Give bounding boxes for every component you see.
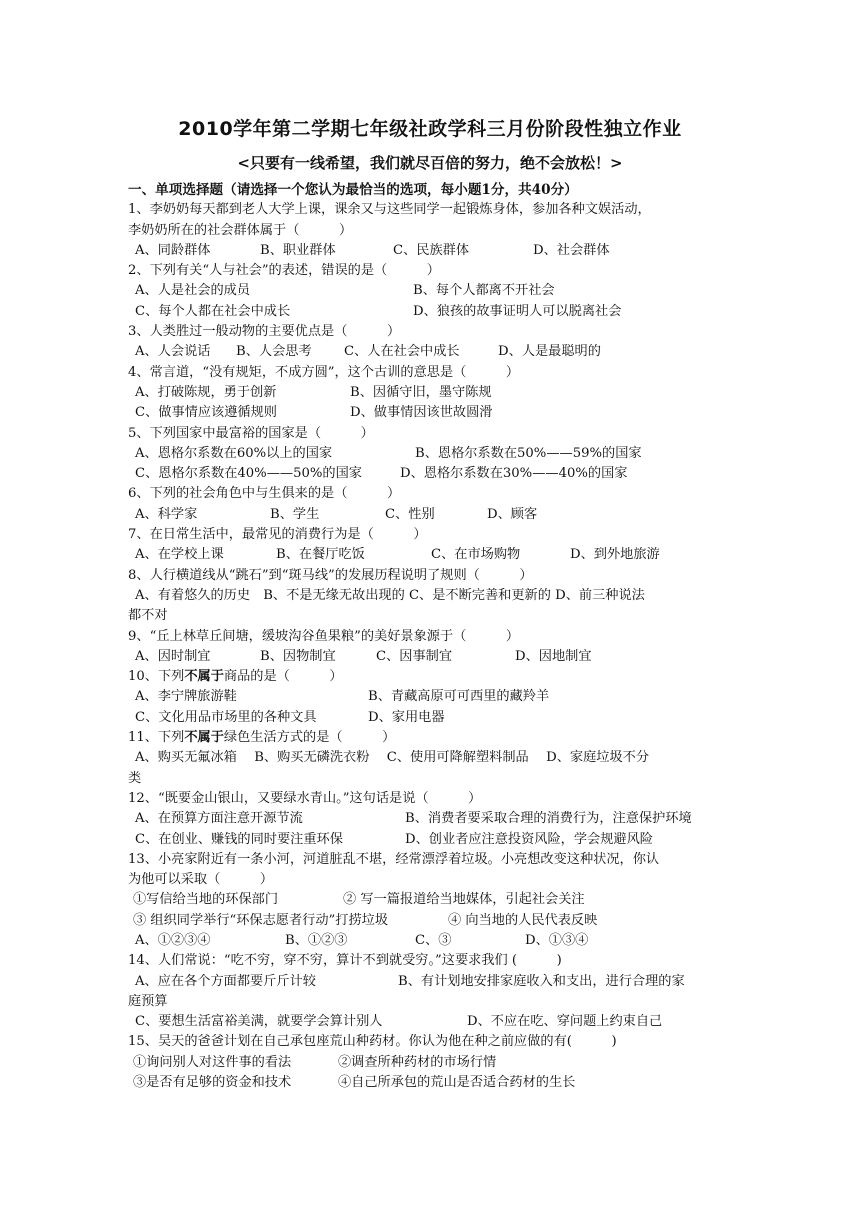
question-11-stem [128,728,733,748]
question-12-stem: 12、“既要金山银山，又要绿水青山。”这句话是说（ ） [128,790,482,806]
statement-3: ③是否有足够的资金和技术 [133,1075,292,1091]
option-d: D、恩格尔系数在30%——40%的国家 [400,466,628,482]
statement-1: ①询问别人对这件事的看法 [133,1054,292,1070]
option-c: C、在创业、赚钱的同时要注重环保 [135,831,343,847]
question-3-stem: 3、人类胜过一般动物的主要优点是（ ） [128,324,401,340]
question-1-stem-cont: 李奶奶所在的社会群体属于（ ） [128,222,353,238]
question-13-statements-row1 [128,890,733,910]
option-a: A、在学校上课 [135,547,224,563]
option-c: C、性别 [385,506,435,522]
option-d: D、人是最聪明的 [498,344,601,360]
option-c: C、做事情应该遵循规则 [135,405,277,421]
question-13-stem: 13、小亮家附近有一条小河，河道脏乱不堪，经常漂浮着垃圾。小亮想改变这种状况，你认 [128,851,660,867]
statement-4: ④ 向当地的人民代表反映 [448,912,598,928]
stem-emphasis: 不属于 [184,730,224,746]
question-5-options-row1 [128,444,733,464]
statement-2: ②调查所种药材的市场行情 [338,1054,497,1070]
stem-prefix: 11、下列 [128,730,185,746]
question-8-stem: 8、人行横道线从“跳石”到“斑马线”的发展历程说明了规则（ ） [128,567,533,583]
stem-suffix: 商品的是（ ） [223,669,343,685]
question-4-options-row2 [128,403,733,423]
question-12-options-row1 [128,809,733,829]
question-3-options [128,342,733,362]
option-a: A、李宁牌旅游鞋 [135,689,237,705]
question-4-stem: 4、常言道，“没有规矩，不成方圆”，这个古训的意思是（ ） [128,364,520,380]
option-d: D、社会群体 [533,242,610,258]
option-b: B、在餐厅吃饭 [276,547,365,563]
option-d: D、不应在吃、穿问题上约束自己 [467,1014,663,1030]
question-2-options-row2 [128,302,733,322]
option-c: C、因事制宜 [376,648,453,664]
question-14-stem: 14、人们常说：“吃不穷，穿不穷，算计不到就受穷。”这要求我们 ( ) [128,953,562,969]
option-a: A、①②③④ [135,932,211,948]
option-b: B、有计划地安排家庭收入和支出，进行合理的家 [398,973,685,989]
question-14-options-row1 [128,972,733,992]
option-a: A、人是社会的成员 [135,283,251,299]
option-d: D、到外地旅游 [570,547,660,563]
option-b: B、职业群体 [260,242,336,258]
option-c: C、每个人都在社会中成长 [135,303,291,319]
option-b: B、因循守旧，墨守陈规 [350,384,492,400]
stem-emphasis: 不属于 [184,669,224,685]
question-15-statements-row1 [128,1053,733,1073]
question-13-options [128,931,733,951]
question-list [128,180,733,1093]
question-9-stem: 9、“丘上林草丘间塘，缓坡沟谷鱼果粮”的美好景象源于（ ） [128,628,520,644]
question-13-stem-cont: 为他可以采取（ ） [128,872,274,888]
question-12-options-row2 [128,830,733,850]
statement-4: ④自己所承包的荒山是否适合药材的生长 [338,1075,576,1091]
option-b: B、消费者要采取合理的消费行为，注意保护环境 [405,811,692,827]
statement-1: ①写信给当地的环保部门 [133,892,279,908]
question-14-option-b-cont: 庭预算 [128,993,168,1009]
option-a: A、因时制宜 [135,648,211,664]
question-2-options-row1 [128,281,733,301]
question-5-stem: 5、下列国家中最富裕的国家是（ ） [128,425,374,441]
option-d: D、狼孩的故事证明人可以脱离社会 [413,303,622,319]
question-8-options-cont: 都不对 [128,608,168,624]
stem-prefix: 10、下列 [128,669,185,685]
option-b: B、恩格尔系数在50%——59%的国家 [415,445,642,461]
question-11-options: A、购买无氟冰箱 B、购买无磷洗衣粉 C、使用可降解塑料制品 D、家庭垃圾不分 [135,750,650,766]
option-d: D、①③④ [525,932,589,948]
question-7-stem: 7、在日常生活中，最常见的消费行为是（ ） [128,527,427,543]
question-1-options [128,241,733,261]
option-a: A、在预算方面注意开源节流 [135,811,303,827]
question-6-stem: 6、下列的社会角色中与生俱来的是（ ） [128,486,401,502]
question-8-options: A、有着悠久的历史 B、不是无缘无故出现的 C、是不断完善和更新的 D、前三种说法 [135,587,645,603]
question-15-stem: 15、吴天的爸爸计划在自己承包座荒山种药材。你认为他在种之前应做的有( ) [128,1034,617,1050]
option-a: A、应在各个方面都要斤斤计较 [135,973,316,989]
option-b: B、①②③ [285,932,348,948]
option-c: C、人在社会中成长 [344,344,460,360]
section-heading: 一、单项选择题（请选择一个您认为最恰当的选项，每小题1分，共40分） [128,182,578,198]
option-d: D、因地制宜 [515,648,592,664]
option-d: D、顾客 [487,506,538,522]
question-5-options-row2 [128,464,733,484]
option-c: C、要想生活富裕美满，就要学会算计别人 [135,1014,383,1030]
option-a: A、同龄群体 [135,242,211,258]
question-7-options [128,545,733,565]
question-10-stem [128,667,733,687]
option-b: B、因物制宜 [260,648,336,664]
option-d: D、创业者应注意投资风险，学会规避风险 [405,831,653,847]
motto-subtitle: <只要有一线希望，我们就尽百倍的努力，绝不会放松！> [237,154,623,172]
option-c: C、在市场购物 [431,547,521,563]
question-10-options-row1 [128,687,733,707]
option-c: C、文化用品市场里的各种文具 [135,709,317,725]
question-4-options-row1 [128,383,733,403]
statement-3: ③ 组织同学举行“环保志愿者行动”打捞垃圾 [133,912,389,928]
option-c: C、民族群体 [393,242,470,258]
question-9-options [128,647,733,667]
option-d: D、做事情因该世故圆滑 [350,405,493,421]
question-2-stem: 2、下列有关“人与社会”的表述，错误的是（ ） [128,263,440,279]
question-10-options-row2 [128,708,733,728]
option-c: C、恩格尔系数在40%——50%的国家 [135,466,362,482]
stem-suffix: 绿色生活方式的是（ ） [223,730,396,746]
option-a: A、恩格尔系数在60%以上的国家 [135,445,333,461]
option-a: A、打破陈规，勇于创新 [135,384,277,400]
option-a: A、人会说话 [135,344,211,360]
option-b: B、人会思考 [236,344,312,360]
question-1-stem: 1、李奶奶每天都到老人大学上课，课余又与这些同学一起锻炼身体，参加各种文娱活动， [128,202,651,218]
option-b: B、青藏高原可可西里的藏羚羊 [368,689,550,705]
page-title: 2010学年第二学期七年级社政学科三月份阶段性独立作业 [178,118,682,140]
option-d: D、家用电器 [368,709,445,725]
option-c: C、③ [415,932,452,948]
option-b: B、每个人都离不开社会 [413,283,555,299]
question-14-options-row2 [128,1012,733,1032]
option-a: A、科学家 [135,506,198,522]
question-6-options [128,505,733,525]
statement-2: ② 写一篇报道给当地媒体，引起社会关注 [343,892,585,908]
option-b: B、学生 [270,506,320,522]
question-13-statements-row2 [128,911,733,931]
question-15-statements-row2 [128,1073,733,1093]
question-11-options-cont: 类 [128,770,142,786]
